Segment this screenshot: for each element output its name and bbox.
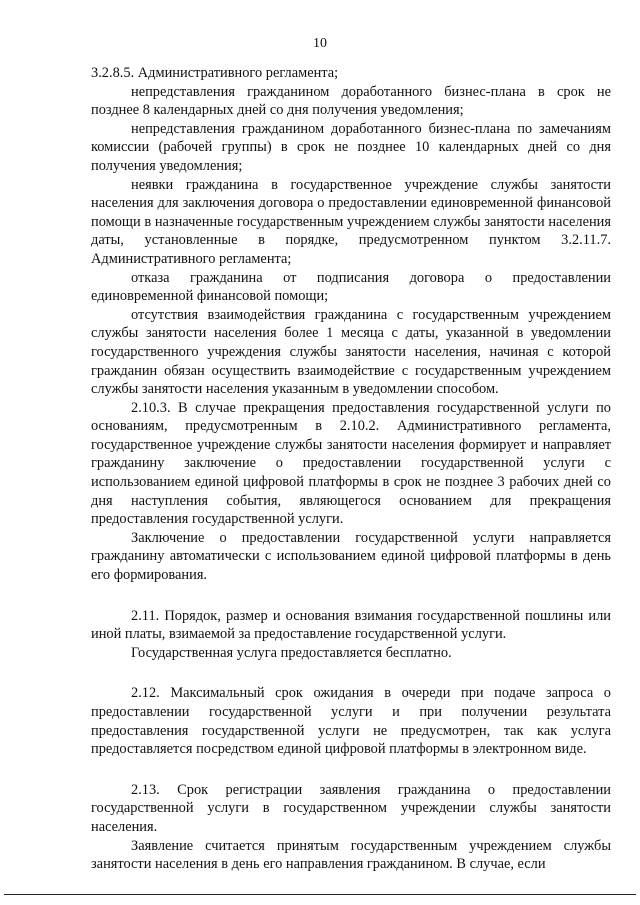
page-bottom-rule [4, 894, 636, 895]
paragraph: Государственная услуга предоставляется бесплатно. [131, 644, 452, 661]
section-heading: 2.12. Максимальный срок ожидания в очереди при подаче запроса о предоставлении государственной услуги и при получении результата предоставления государственной услуги не предусмотрен, так как услуга предоставляется посредством единой цифровой платформы в электронном виде. [91, 685, 611, 758]
spacer [91, 585, 611, 607]
paragraph: отсутствия взаимодействия гражданина с государственным учреждением службы занятости населения более 1 месяца с даты, указанной в уведомлении государственного учреждения службы занятости населения, начиная с которой гражданин обязан осуществить взаимодействие с государственным учреждением службы занятости населения указанным в уведомлении способом. [91, 306, 611, 398]
spacer [91, 759, 611, 781]
page-number: 10 [313, 36, 327, 51]
document-body [91, 64, 611, 874]
paragraph: неявки гражданина в государственное учреждение службы занятости населения для заключения договора о предоставлении единовременной финансовой помощи в назначенные государственным учреждением службы занятости населения даты, установленные в порядке, предусмотренном пунктом 3.2.11.7. Административного регламента; [91, 176, 611, 267]
paragraph: непредставления гражданином доработанного бизнес-плана в срок не позднее 8 календарных дней со дня получения уведомления; [91, 83, 611, 119]
section-heading: 2.11. Порядок, размер и основания взимания государственной пошлины или иной платы, взимаемой за предоставление государственной услуги. [91, 607, 611, 643]
paragraph: Заявление считается принятым государственным учреждением службы занятости населения в день его направления гражданином. В случае, если [91, 837, 611, 873]
paragraph: 2.10.3. В случае прекращения предоставления государственной услуги по основаниям, предусмотренным в 2.10.2. Административного регламента, государственное учреждение службы занятости населения формирует и направляет гражданину заключение о предоставлении государственной услуги с использованием единой цифровой платформы в срок не позднее 3 рабочих дней со дня наступления события, являющегося основанием для прекращения предоставления государственной услуги. [91, 399, 611, 528]
paragraph: Заключение о предоставлении государственной услуги направляется гражданину автоматически с использованием единой цифровой платформы в день его формирования. [91, 529, 611, 584]
paragraph: непредставления гражданином доработанного бизнес-плана по замечаниям комиссии (рабочей группы) в срок не позднее 10 календарных дней со дня получения уведомления; [91, 120, 611, 174]
paragraph: 3.2.8.5. Административного регламента; [91, 65, 339, 81]
spacer [91, 662, 611, 684]
section-heading: 2.13. Срок регистрации заявления гражданина о предоставлении государственной услуги в государственном учреждении службы занятости населения. [91, 781, 611, 835]
paragraph: отказа гражданина от подписания договора о предоставлении единовременной финансовой помощи; [91, 269, 611, 305]
